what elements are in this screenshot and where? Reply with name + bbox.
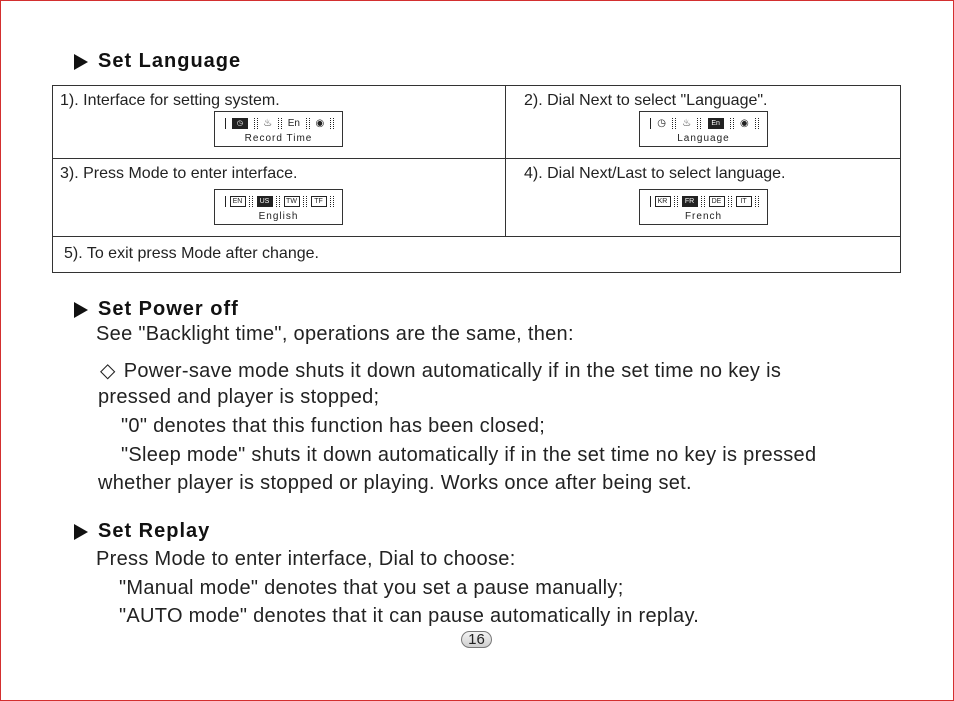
lang-code-en: EN (230, 196, 246, 207)
heading-text: Set Language (98, 50, 242, 72)
step-5-text: 5). To exit press Mode after change. (64, 245, 319, 262)
clock-icon: ◷ (657, 117, 666, 129)
heading-set-replay (74, 520, 210, 543)
step-3-text: 3). Press Mode to enter interface. (60, 165, 298, 182)
power-off-line-6: whether player is stopped or playing. Works once after being set. (98, 472, 692, 494)
power-off-line-4: "0" denotes that this function has been closed; (121, 415, 546, 437)
lcd-caption: Record Time (244, 133, 313, 144)
step-4-text: 4). Dial Next/Last to select language. (524, 165, 786, 182)
power-off-line-3: pressed and player is stopped; (98, 386, 380, 408)
heading-set-power-off (74, 298, 239, 321)
replay-line-2: "Manual mode" denotes that you set a pause manually; (119, 577, 624, 599)
step-4-cell (506, 159, 902, 236)
lcd-english (214, 189, 343, 225)
step-2-cell (506, 86, 902, 158)
heading-text: Set Replay (98, 520, 211, 542)
step-2-text: 2). Dial Next to select "Language". (524, 92, 768, 109)
lang-code-de: DE (709, 196, 725, 207)
power-off-line-2 (100, 358, 781, 383)
power-off-line-5: "Sleep mode" shuts it down automatically if in the set time no key is pressed (121, 444, 817, 466)
power-off-line-1: See "Backlight time", operations are the same, then: (96, 323, 574, 345)
heading-set-language (74, 50, 241, 73)
replay-line-1: Press Mode to enter interface, Dial to choose: (96, 548, 516, 570)
triangle-bullet-icon (74, 524, 88, 540)
clock-icon: ◷ (232, 118, 248, 129)
lcd-record-time (214, 111, 343, 147)
step-1-cell (53, 86, 505, 158)
lang-en-label: En (708, 118, 724, 129)
lcd-language (639, 111, 768, 147)
lang-code-tw: TW (284, 196, 300, 207)
disc-icon: ◉ (315, 117, 325, 129)
language-steps-table (52, 85, 901, 273)
power-off-line-2-text: Power-save mode shuts it down automatically if in the set time no key is (123, 360, 782, 382)
page-number: 16 (461, 631, 492, 648)
lang-code-us: US (257, 196, 273, 207)
lcd-caption: French (684, 211, 723, 222)
lang-en-label: En (287, 117, 300, 129)
lang-code-it: IT (736, 196, 752, 207)
step-3-cell (53, 159, 505, 236)
diamond-bullet-icon: ◇ (100, 360, 116, 382)
step-5-cell (53, 237, 902, 274)
lcd-caption: English (258, 211, 299, 222)
step-1-text: 1). Interface for setting system. (60, 92, 280, 109)
triangle-bullet-icon (74, 54, 88, 70)
lang-code-fr: FR (682, 196, 698, 207)
lang-code-tf: TF (311, 196, 327, 207)
lcd-french (639, 189, 768, 225)
speaker-icon: ♨ (263, 117, 273, 129)
heading-text: Set Power off (98, 298, 239, 320)
lang-code-kr: KR (655, 196, 671, 207)
disc-icon: ◉ (740, 117, 749, 129)
replay-line-3: "AUTO mode" denotes that it can pause automatically in replay. (119, 605, 700, 627)
speaker-icon: ♨ (682, 117, 692, 129)
lcd-caption: Language (677, 133, 730, 144)
triangle-bullet-icon (74, 302, 88, 318)
